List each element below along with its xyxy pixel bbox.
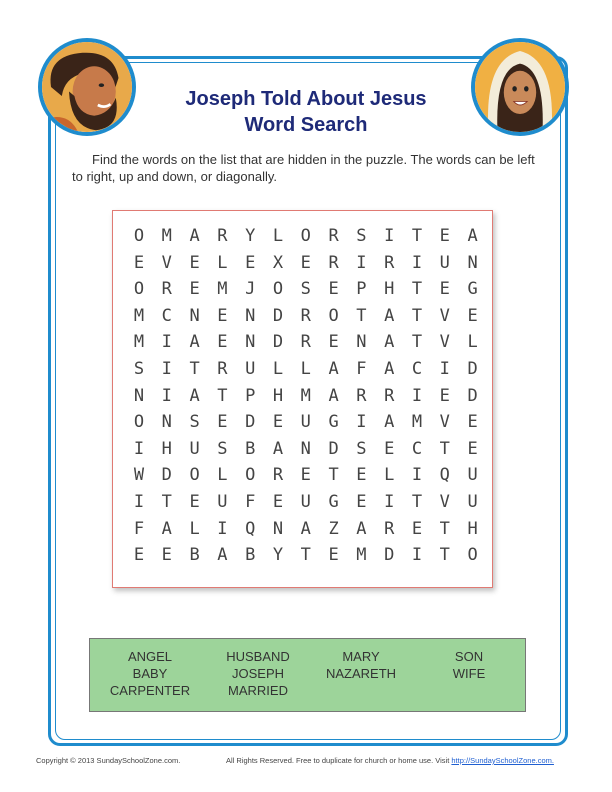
grid-letter[interactable]: O <box>245 465 256 486</box>
word-bank-column <box>204 648 312 699</box>
word-bank-column <box>306 648 416 682</box>
grid-letter[interactable]: F <box>245 492 256 512</box>
grid-letter[interactable]: P <box>245 385 256 406</box>
grid-letter[interactable]: D <box>245 412 256 433</box>
grid-letter[interactable]: O <box>133 412 145 433</box>
grid-letter[interactable]: A <box>384 332 395 353</box>
grid-letter[interactable]: I <box>161 332 172 353</box>
grid-letter[interactable]: T <box>439 545 450 566</box>
grid-letter[interactable]: E <box>189 279 200 300</box>
grid-letter[interactable]: I <box>384 226 395 246</box>
grid-letter[interactable]: G <box>328 412 339 433</box>
grid-letter[interactable]: E <box>217 412 228 433</box>
grid-letter[interactable]: O <box>189 465 200 486</box>
joseph-portrait <box>38 38 136 136</box>
grid-row <box>113 279 492 305</box>
grid-letter[interactable]: I <box>161 385 172 406</box>
grid-letter[interactable]: M <box>133 305 145 326</box>
grid-letter[interactable]: I <box>411 545 423 566</box>
grid-row <box>113 332 492 358</box>
grid-letter[interactable]: E <box>411 518 423 539</box>
grid-letter[interactable]: T <box>328 465 339 486</box>
grid-letter[interactable]: Y <box>245 226 256 246</box>
grid-letter[interactable]: I <box>356 412 367 433</box>
grid-letter[interactable]: E <box>356 465 367 486</box>
grid-letter[interactable]: A <box>384 305 395 326</box>
grid-letter[interactable]: S <box>356 438 367 459</box>
grid-letter[interactable]: L <box>467 332 478 353</box>
grid-letter[interactable]: Z <box>328 518 339 539</box>
grid-letter[interactable]: E <box>161 545 172 566</box>
grid-letter[interactable]: G <box>467 279 478 300</box>
grid-row <box>113 545 492 571</box>
grid-letter[interactable]: L <box>384 465 395 486</box>
grid-row <box>113 306 492 332</box>
grid-letter[interactable]: D <box>272 305 284 326</box>
word-bank-item: CARPENTER <box>109 683 191 698</box>
grid-letter[interactable]: R <box>217 359 228 379</box>
grid-letter[interactable]: N <box>272 518 284 539</box>
grid-letter[interactable]: E <box>384 438 395 459</box>
word-bank-item: MARY <box>342 649 380 664</box>
grid-letter[interactable]: G <box>328 492 339 512</box>
grid-letter[interactable]: I <box>133 492 145 512</box>
grid-letter[interactable]: V <box>161 252 172 273</box>
grid-letter[interactable]: T <box>356 305 367 326</box>
grid-letter[interactable]: E <box>217 332 228 353</box>
grid-letter[interactable]: L <box>272 226 284 246</box>
grid-letter[interactable]: U <box>217 492 228 512</box>
grid-letter[interactable]: M <box>161 226 172 246</box>
grid-letter[interactable]: E <box>300 252 311 273</box>
grid-letter[interactable]: A <box>189 385 200 406</box>
grid-letter[interactable]: A <box>217 545 228 566</box>
grid-letter[interactable]: V <box>439 412 450 433</box>
grid-letter[interactable]: I <box>411 252 423 273</box>
grid-letter[interactable]: E <box>467 438 478 459</box>
grid-letter[interactable]: E <box>439 226 450 246</box>
title-line-1: Joseph Told About Jesus <box>185 88 427 110</box>
grid-letter[interactable]: I <box>439 359 450 379</box>
grid-row <box>113 386 492 412</box>
grid-letter[interactable]: M <box>356 545 367 566</box>
grid-letter[interactable]: E <box>439 385 450 406</box>
grid-letter[interactable]: E <box>133 545 145 566</box>
grid-letter[interactable]: U <box>467 492 478 512</box>
grid-letter[interactable]: D <box>272 332 284 353</box>
footer-rights-text: All Rights Reserved. Free to duplicate for church or home use. Visit <box>226 756 452 765</box>
grid-letter[interactable]: P <box>356 279 367 300</box>
grid-letter[interactable]: A <box>189 226 200 246</box>
grid-letter[interactable]: Y <box>272 545 284 566</box>
grid-letter[interactable]: N <box>245 305 256 326</box>
grid-letter[interactable]: V <box>439 305 450 326</box>
grid-row <box>113 465 492 491</box>
grid-letter[interactable]: T <box>439 438 450 459</box>
grid-letter[interactable]: E <box>328 545 339 566</box>
grid-row <box>113 492 492 518</box>
page-title <box>140 86 472 138</box>
grid-letter[interactable]: H <box>384 279 395 300</box>
word-bank-item: NAZARETH <box>325 666 397 681</box>
grid-letter[interactable]: S <box>356 226 367 246</box>
grid-letter[interactable]: D <box>467 359 478 379</box>
grid-letter[interactable]: N <box>161 412 172 433</box>
footer-link[interactable]: http://SundaySchoolZone.com. <box>451 756 554 765</box>
grid-letter[interactable]: A <box>384 359 395 379</box>
grid-letter[interactable]: M <box>411 412 423 433</box>
grid-letter[interactable]: N <box>356 332 367 353</box>
grid-letter[interactable]: I <box>161 359 172 379</box>
grid-letter[interactable]: X <box>272 252 284 273</box>
grid-letter[interactable]: O <box>328 305 339 326</box>
grid-letter[interactable]: A <box>384 412 395 433</box>
footer-rights <box>226 756 554 765</box>
grid-letter[interactable]: N <box>245 332 256 353</box>
grid-letter[interactable]: D <box>161 465 172 486</box>
grid-letter[interactable]: B <box>245 438 256 459</box>
grid-letter[interactable]: L <box>300 359 311 379</box>
grid-letter[interactable]: C <box>411 359 423 379</box>
grid-letter[interactable]: R <box>384 518 395 539</box>
grid-letter[interactable]: C <box>161 305 172 326</box>
grid-letter[interactable]: S <box>300 279 311 300</box>
grid-letter[interactable]: H <box>467 518 478 539</box>
grid-letter[interactable]: T <box>411 279 423 300</box>
mary-illustration <box>475 42 565 132</box>
grid-letter[interactable]: E <box>300 465 311 486</box>
grid-letter[interactable]: E <box>467 305 478 326</box>
grid-letter[interactable]: Q <box>245 518 256 539</box>
grid-letter[interactable]: O <box>272 279 284 300</box>
grid-letter[interactable]: E <box>189 252 200 273</box>
grid-letter[interactable]: L <box>217 465 228 486</box>
word-bank-item: HUSBAND <box>226 649 290 664</box>
grid-letter[interactable]: B <box>245 545 256 566</box>
word-search-grid <box>112 210 493 588</box>
grid-letter[interactable]: O <box>300 226 311 246</box>
grid-row <box>113 359 492 385</box>
grid-letter[interactable]: U <box>245 359 256 379</box>
grid-letter[interactable]: A <box>356 518 367 539</box>
grid-letter[interactable]: N <box>133 385 145 406</box>
grid-letter[interactable]: U <box>189 438 200 459</box>
footer-copyright: Copyright © 2013 SundaySchoolZone.com. <box>36 756 181 765</box>
grid-letter[interactable]: E <box>356 492 367 512</box>
grid-letter[interactable]: E <box>189 492 200 512</box>
grid-row <box>113 226 492 252</box>
instructions-text: Find the words on the list that are hidden in the puzzle. The words can be left to right, up and down, or diagonally. <box>72 152 535 184</box>
word-bank-item: JOSEPH <box>231 666 284 681</box>
grid-letter[interactable]: A <box>467 226 478 246</box>
grid-letter[interactable]: A <box>189 332 200 353</box>
grid-row <box>113 253 492 279</box>
grid-letter[interactable]: R <box>328 226 339 246</box>
grid-letter[interactable]: O <box>467 545 478 566</box>
grid-letter[interactable]: F <box>356 359 367 379</box>
grid-letter[interactable]: I <box>133 438 145 459</box>
grid-letter[interactable]: N <box>189 305 200 326</box>
grid-row <box>113 519 492 545</box>
grid-letter[interactable]: R <box>328 252 339 273</box>
grid-letter[interactable]: S <box>133 359 145 379</box>
grid-letter[interactable]: L <box>189 518 200 539</box>
grid-letter[interactable]: T <box>439 518 450 539</box>
grid-letter[interactable]: U <box>439 252 450 273</box>
grid-letter[interactable]: T <box>300 545 311 566</box>
grid-letter[interactable]: E <box>217 305 228 326</box>
grid-letter[interactable]: S <box>189 412 200 433</box>
grid-letter[interactable]: R <box>384 252 395 273</box>
grid-letter[interactable]: W <box>133 465 145 486</box>
grid-letter[interactable]: E <box>272 412 284 433</box>
title-line-2: Word Search <box>244 114 368 136</box>
grid-letter[interactable]: V <box>439 332 450 353</box>
grid-letter[interactable]: R <box>384 385 395 406</box>
word-bank-column <box>414 648 524 682</box>
grid-letter[interactable]: R <box>161 279 172 300</box>
grid-letter[interactable]: N <box>467 252 478 273</box>
grid-letter[interactable]: T <box>411 226 423 246</box>
grid-letter[interactable]: T <box>411 492 423 512</box>
grid-letter[interactable]: T <box>411 305 423 326</box>
grid-letter[interactable]: E <box>245 252 256 273</box>
grid-row <box>113 439 492 465</box>
grid-letter[interactable]: A <box>272 438 284 459</box>
grid-letter[interactable]: I <box>384 492 395 512</box>
grid-letter[interactable]: F <box>133 518 145 539</box>
word-bank-column <box>96 648 204 699</box>
grid-letter[interactable]: V <box>439 492 450 512</box>
grid-letter[interactable]: H <box>161 438 172 459</box>
grid-letter[interactable]: B <box>189 545 200 566</box>
grid-letter[interactable]: E <box>467 412 478 433</box>
grid-letter[interactable]: Q <box>439 465 450 486</box>
grid-letter[interactable]: A <box>328 385 339 406</box>
grid-letter[interactable]: I <box>411 465 423 486</box>
grid-letter[interactable]: A <box>300 518 311 539</box>
grid-letter[interactable]: E <box>272 492 284 512</box>
grid-letter[interactable]: M <box>217 279 228 300</box>
grid-letter[interactable]: I <box>217 518 228 539</box>
word-bank-item: ANGEL <box>127 649 173 664</box>
grid-letter[interactable]: T <box>217 385 228 406</box>
grid-letter[interactable]: A <box>161 518 172 539</box>
joseph-illustration <box>42 42 132 132</box>
word-bank-item: WIFE <box>452 666 486 681</box>
grid-letter[interactable]: R <box>272 465 284 486</box>
grid-letter[interactable]: O <box>133 279 145 300</box>
grid-letter[interactable]: T <box>161 492 172 512</box>
grid-letter[interactable]: S <box>217 438 228 459</box>
grid-letter[interactable]: D <box>467 385 478 406</box>
grid-row <box>113 412 492 438</box>
grid-letter[interactable]: M <box>300 385 311 406</box>
grid-letter[interactable]: T <box>411 332 423 353</box>
grid-letter[interactable]: U <box>300 412 311 433</box>
grid-letter[interactable]: J <box>245 279 256 300</box>
grid-letter[interactable]: U <box>467 465 478 486</box>
grid-letter[interactable]: N <box>300 438 311 459</box>
word-bank-item: SON <box>454 649 484 664</box>
grid-letter[interactable]: A <box>328 359 339 379</box>
grid-letter[interactable]: D <box>328 438 339 459</box>
grid-letter[interactable]: L <box>217 252 228 273</box>
grid-letter[interactable]: E <box>328 332 339 353</box>
grid-letter[interactable]: M <box>133 332 145 353</box>
word-bank-item: MARRIED <box>228 683 288 698</box>
grid-letter[interactable]: R <box>356 385 367 406</box>
grid-letter[interactable]: E <box>133 252 145 273</box>
grid-letter[interactable]: E <box>439 279 450 300</box>
grid-letter[interactable]: I <box>411 385 423 406</box>
grid-letter[interactable]: R <box>300 332 311 353</box>
grid-letter[interactable]: D <box>384 545 395 566</box>
grid-letter[interactable]: H <box>272 385 284 406</box>
word-bank <box>89 638 526 712</box>
word-bank-item: BABY <box>132 666 168 681</box>
grid-letter[interactable]: C <box>411 438 423 459</box>
grid-letter[interactable]: T <box>189 359 200 379</box>
grid-letter[interactable]: U <box>300 492 311 512</box>
grid-letter[interactable]: I <box>356 252 367 273</box>
mary-portrait <box>471 38 569 136</box>
grid-letter[interactable]: L <box>272 359 284 379</box>
grid-letter[interactable]: E <box>328 279 339 300</box>
grid-letter[interactable]: O <box>133 226 145 246</box>
grid-letter[interactable]: R <box>300 305 311 326</box>
grid-letter[interactable]: R <box>217 226 228 246</box>
